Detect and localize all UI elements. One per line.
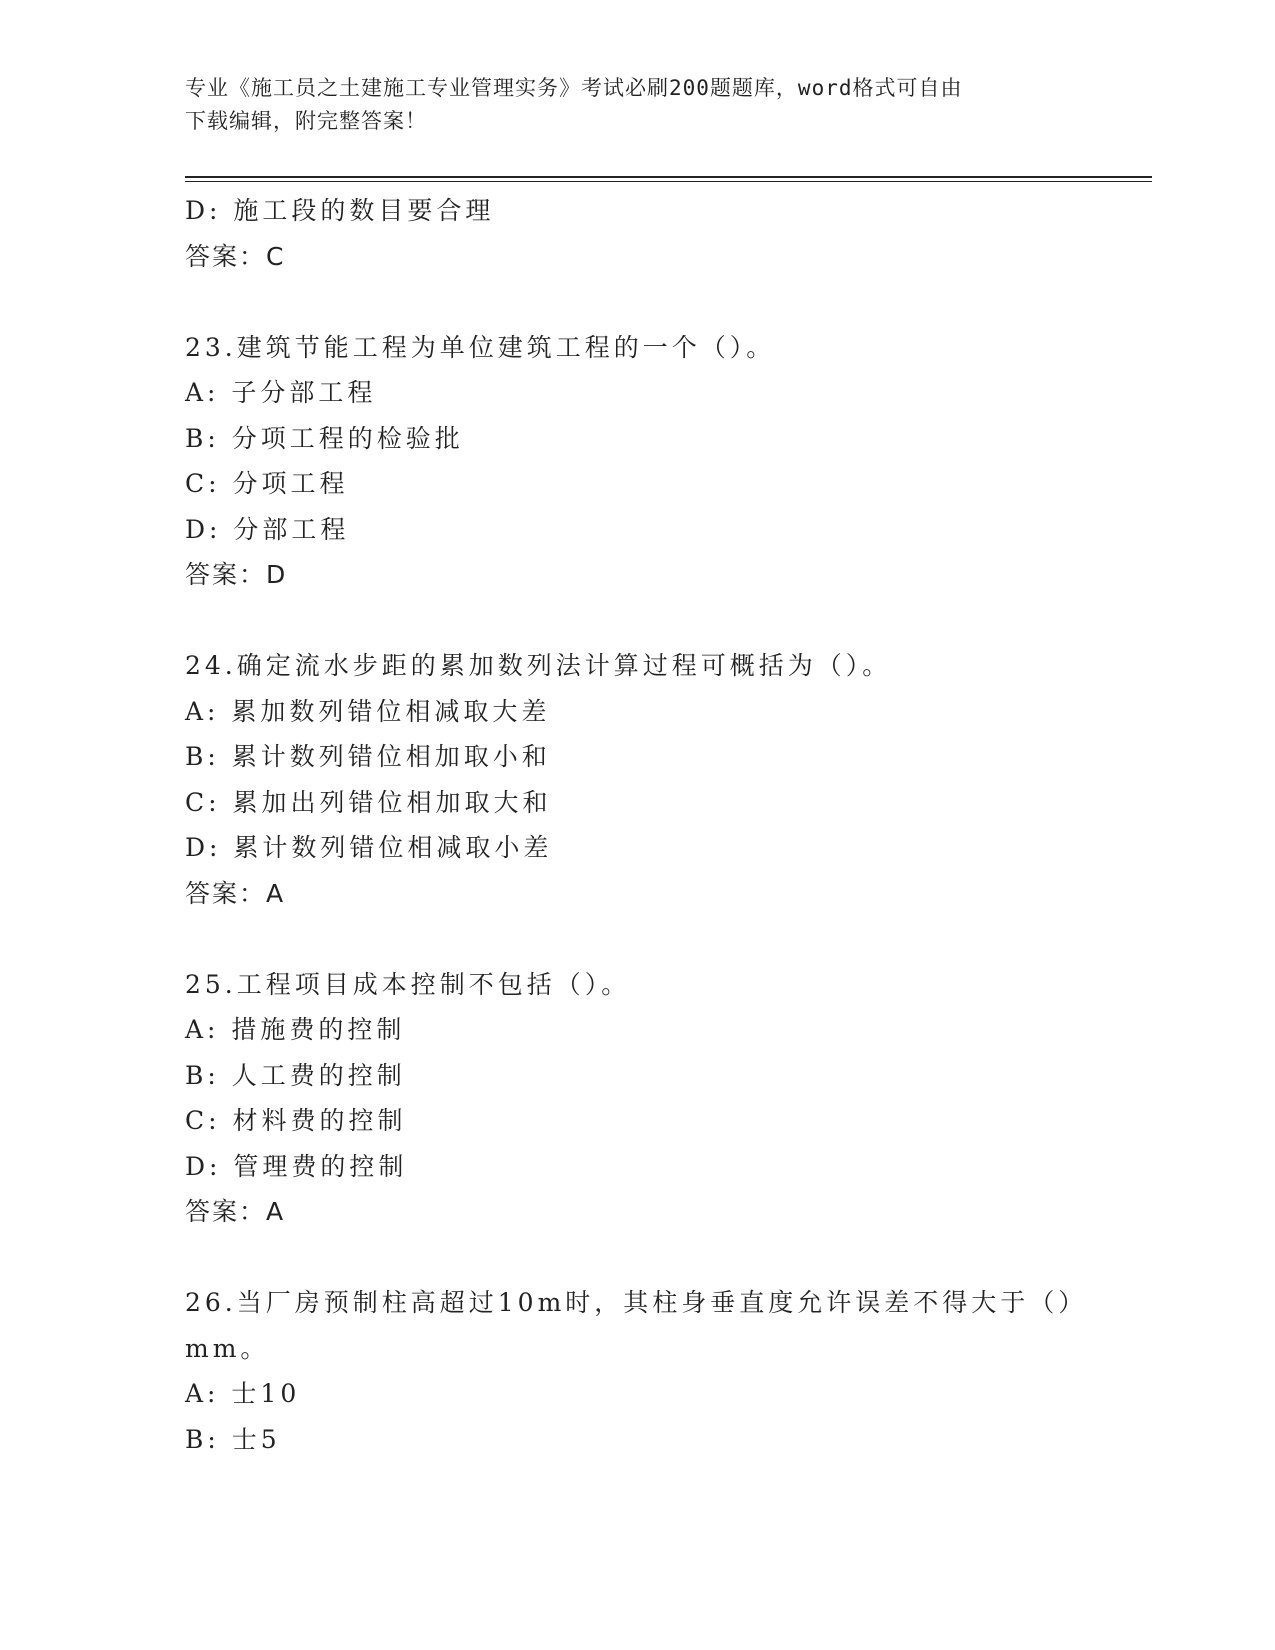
- question-stem: 25.工程项目成本控制不包括（）。: [185, 969, 631, 999]
- answer-line: 答案：C: [185, 241, 286, 271]
- question-24: [185, 643, 1145, 916]
- option-d: D: 分部工程: [185, 514, 350, 544]
- question-stem: 24.确定流水步距的累加数列法计算过程可概括为（）。: [185, 651, 892, 680]
- answer-line: 答案：A: [185, 1197, 286, 1226]
- answer-line: 答案：A: [185, 878, 286, 908]
- spacer: [185, 916, 1145, 962]
- option-c: C: 材料费的控制: [185, 1106, 407, 1135]
- document-header: [185, 72, 1085, 138]
- question-23: [185, 325, 1145, 598]
- option-d: D: 累计数列错位相减取小差: [185, 833, 553, 862]
- answer-line: 答案：D: [185, 560, 288, 589]
- option-b: B: 人工费的控制: [185, 1060, 406, 1090]
- question-list: [185, 188, 1145, 1462]
- option-a: A: 子分部工程: [185, 378, 377, 407]
- header-title-line-1: 专业《施工员之土建施工专业管理实务》考试必刷200题题库，word格式可自由: [185, 76, 963, 100]
- question-stem: 26.当厂房预制柱高超过10m时，其柱身垂直度允许误差不得大于（）: [185, 1288, 1088, 1317]
- question-stem-continuation: mm。: [185, 1333, 270, 1363]
- header-title-line-2: 下载编辑，附完整答案！: [185, 109, 427, 133]
- option-c: C: 累加出列错位相加取大和: [185, 787, 552, 817]
- option-b: B: 分项工程的检验批: [185, 423, 464, 453]
- option-d: D: 管理费的控制: [185, 1151, 408, 1181]
- option-c: C: 分项工程: [185, 469, 349, 498]
- spacer: [185, 1235, 1145, 1281]
- question-stem: 23.建筑节能工程为单位建筑工程的一个（）。: [185, 332, 776, 362]
- spacer: [185, 598, 1145, 644]
- question-25: [185, 962, 1145, 1235]
- option-b: B: 累计数列错位相加取小和: [185, 742, 551, 771]
- spacer: [185, 279, 1145, 325]
- option-a: A: 措施费的控制: [185, 1015, 406, 1044]
- option-a: A: 累加数列错位相减取大差: [185, 696, 551, 726]
- question-26: [185, 1280, 1145, 1462]
- header-divider: [185, 176, 1152, 182]
- option-b: B: 士5: [185, 1424, 281, 1454]
- option-a: A: 士10: [185, 1379, 301, 1408]
- option-d: D: 施工段的数目要合理: [185, 196, 495, 225]
